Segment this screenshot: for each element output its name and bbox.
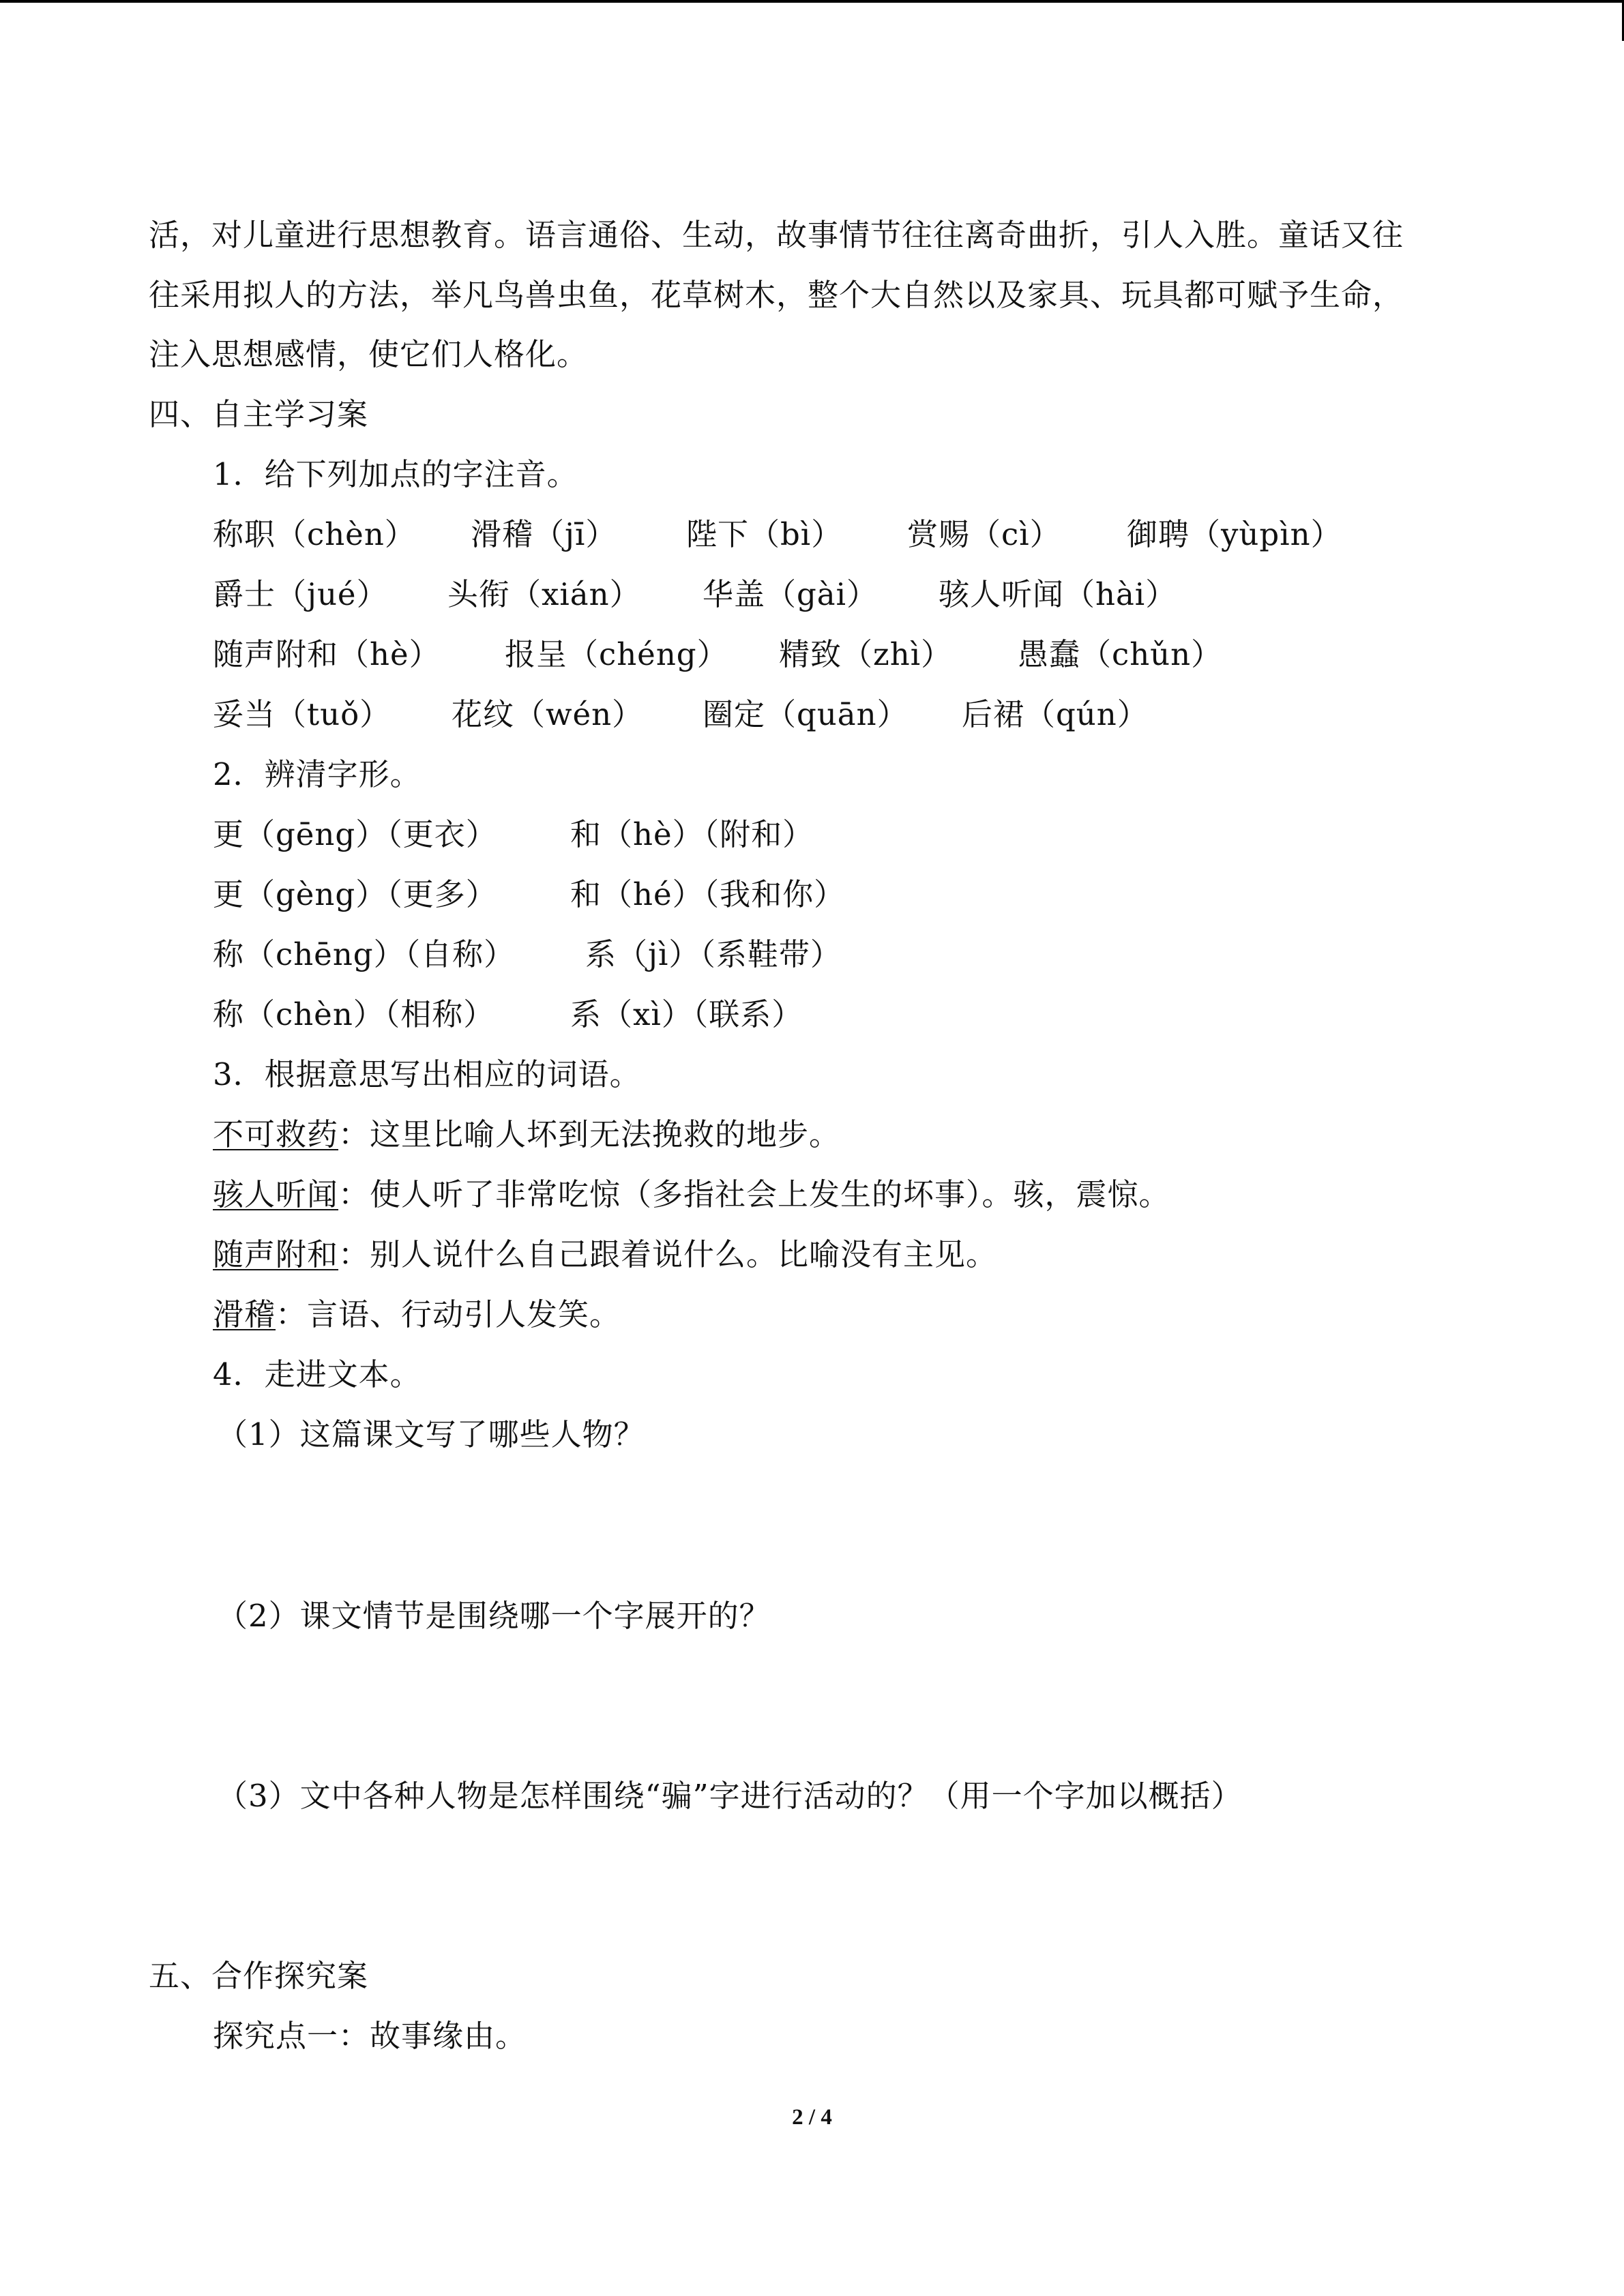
intro-line-2: 往采用拟人的方法，举凡鸟兽虫鱼，花草树木，整个大自然以及家具、玩具都可赋予生命， (149, 277, 1404, 313)
pinyin-cell: 滑稽（jī） (471, 516, 617, 552)
definition-text: ：使人听了非常吃惊（多指社会上发生的坏事）。骇，震惊。 (338, 1176, 1170, 1212)
char-form-cell: 系（xì）（联系） (570, 996, 803, 1032)
pinyin-cell: 后裙（qún） (962, 696, 1149, 732)
definition-line (213, 1114, 840, 1155)
definition-text: ：这里比喻人坏到无法挽救的地步。 (338, 1116, 841, 1152)
pinyin-cell: 称职（chèn） (213, 516, 416, 552)
definition-text: ：言语、行动引人发笑。 (276, 1296, 621, 1332)
definition-term: 滑稽 (213, 1296, 276, 1332)
definition-term: 骇人听闻 (213, 1176, 339, 1212)
q4-title: 4．走进文本。 (213, 1356, 422, 1392)
pinyin-cell: 圈定（quān） (703, 696, 909, 732)
char-form-cell: 系（jì）（系鞋带） (585, 936, 842, 972)
q1-title: 1．给下列加点的字注音。 (213, 456, 578, 492)
pinyin-cell: 随声附和（hè） (213, 636, 441, 672)
pinyin-cell: 骇人听闻（hài） (939, 576, 1177, 612)
q4-sub-question-1: （1）这篇课文写了哪些人物？ (217, 1416, 645, 1452)
pinyin-cell: 头衔（xián） (447, 576, 641, 612)
definition-term: 随声附和 (213, 1236, 339, 1272)
pinyin-cell: 爵士（jué） (213, 576, 388, 612)
pinyin-cell: 妥当（tuǒ） (213, 696, 392, 732)
pinyin-cell: 陛下（bì） (686, 516, 843, 552)
char-form-cell: 更（gēng）（更衣） (213, 816, 497, 852)
char-form-cell: 和（hé）（我和你） (570, 876, 846, 912)
section-5-heading: 五、合作探究案 (149, 1958, 369, 1994)
pinyin-cell: 精致（zhì） (779, 636, 953, 672)
char-form-cell: 和（hè）（附和） (570, 816, 814, 852)
q2-title: 2．辨清字形。 (213, 756, 422, 792)
intro-line-1: 活，对儿童进行思想教育。语言通俗、生动，故事情节往往离奇曲折，引人入胜。童话又往 (149, 217, 1404, 253)
pinyin-cell: 赏赐（cì） (907, 516, 1061, 552)
page-top-border (0, 0, 1624, 3)
intro-line-3: 注入思想感情，使它们人格化。 (149, 336, 589, 372)
pinyin-cell: 愚蠢（chǔn） (1018, 636, 1223, 672)
q3-title: 3．根据意思写出相应的词语。 (213, 1056, 641, 1092)
definition-line (213, 1234, 997, 1275)
pinyin-cell: 报呈（chéng） (505, 636, 728, 672)
pinyin-cell: 花纹（wén） (452, 696, 644, 732)
definition-term: 不可救药 (213, 1116, 339, 1152)
char-form-cell: 称（chèn）（相称） (213, 996, 495, 1032)
q4-sub-question-2: （2）课文情节是围绕哪一个字展开的？ (217, 1598, 771, 1634)
pinyin-cell: 御聘（yùpìn） (1127, 516, 1342, 552)
inquiry-point-1: 探究点一：故事缘由。 (213, 2018, 527, 2054)
section-4-heading: 四、自主学习案 (149, 396, 369, 432)
definition-text: ：别人说什么自己跟着说什么。比喻没有主见。 (338, 1236, 998, 1272)
char-form-cell: 称（chēng）（自称） (213, 936, 516, 972)
definition-line (213, 1294, 621, 1335)
definition-line (213, 1174, 1170, 1215)
char-form-cell: 更（gèng）（更多） (213, 876, 497, 912)
page-number: 2 / 4 (792, 2105, 832, 2130)
pinyin-cell: 华盖（gài） (703, 576, 879, 612)
q4-sub-question-3: （3）文中各种人物是怎样围绕“骗”字进行活动的？（用一个字加以概括） (217, 1778, 1243, 1814)
